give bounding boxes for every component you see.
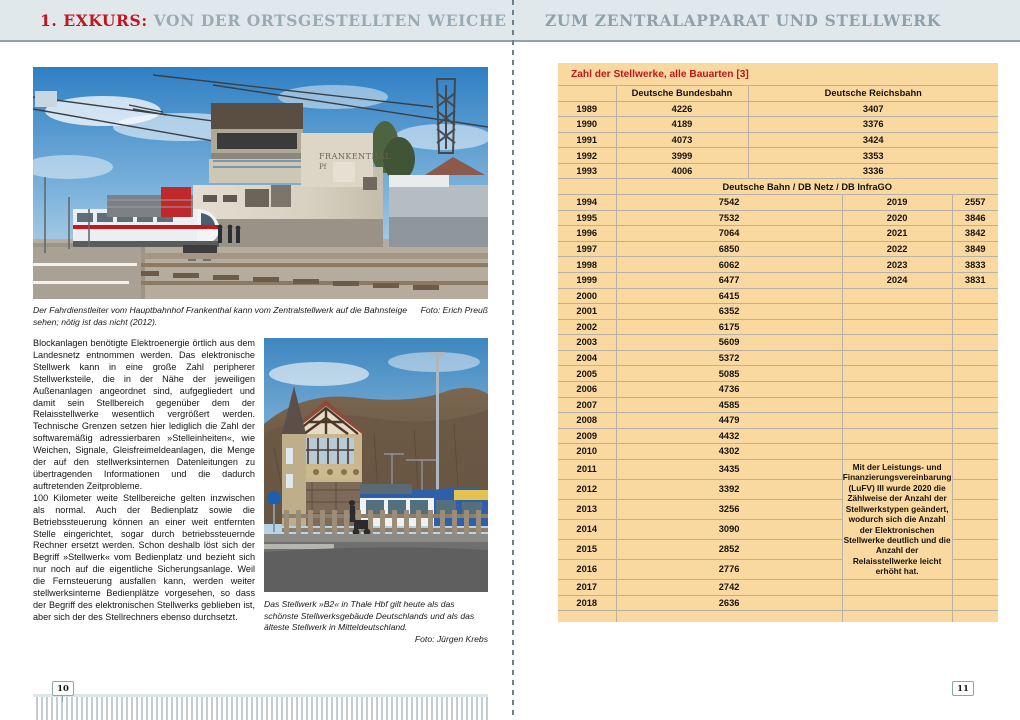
cell-value: 5085 [616, 366, 842, 382]
cell-year: 2006 [558, 381, 616, 397]
header-year-cell [558, 86, 616, 102]
cell-value: 4585 [616, 397, 842, 413]
body-paragraph-2: 100 Kilometer weite Stellbereiche gelten inzwischen als normal. Auch der Bedienplatz sowie die Betriebssteuerung können an einer weit entfernten Stelle eingerichtet, sogar durch betriebssteuernde Rechner ersetzt werden. Schon deshalb löst sich der Begriff »Stellwerk« vom Bedienplatz und bezieht sich nur noch auf die eigentliche Sicherungsanlage. Weil die Fernsteuerung ausfallen kann, werden weiter stellwerksinterne Bedienplätze vorgesehen, so dass der Begriff des elektronischen Stellwerks geblieben ist, aber sich der des Stellrechners ebenso durchsetzt. [33, 492, 255, 622]
cell-value: 3090 [616, 519, 842, 539]
cell-year: 2009 [558, 428, 616, 444]
cell-value: 3435 [616, 459, 842, 479]
cell-year: 2018 [558, 595, 616, 611]
cell-reichsbahn: 3376 [748, 117, 998, 133]
table-row [558, 459, 998, 479]
tail-cell [952, 611, 998, 622]
cell-year: 2007 [558, 397, 616, 413]
cell-value2 [952, 319, 998, 335]
page-header-band [0, 0, 1020, 42]
cell-year: 2017 [558, 579, 616, 595]
cell-year: 1998 [558, 257, 616, 273]
table-row [558, 210, 998, 226]
book-fold-dashed-line [512, 0, 514, 720]
caption-top-text: Der Fahrdienstleiter vom Hauptbahnhof Frankenthal kann vom Zentralstellwerk auf die Bahnsteige sehen; nötig ist das nicht (2012). [33, 305, 408, 327]
table-title: Zahl der Stellwerke, alle Bauarten [3] [571, 69, 749, 80]
cell-year: 2013 [558, 499, 616, 519]
table-row [558, 272, 998, 288]
cell-value: 7064 [616, 226, 842, 242]
cell-reichsbahn: 3424 [748, 132, 998, 148]
cell-year: 1992 [558, 148, 616, 164]
cell-year2 [842, 335, 952, 351]
page-number-right: 11 [952, 681, 974, 696]
cell-year: 1993 [558, 163, 616, 179]
cell-year2 [842, 397, 952, 413]
cell-year: 1999 [558, 272, 616, 288]
stellwerke-table-panel [558, 63, 998, 622]
cell-bundesbahn: 3999 [616, 148, 748, 164]
table-row [558, 195, 998, 211]
stellwerke-table [558, 85, 998, 622]
cell-year: 2003 [558, 335, 616, 351]
cell-year: 1997 [558, 241, 616, 257]
cell-reichsbahn: 3336 [748, 163, 998, 179]
table-row [558, 595, 998, 611]
cell-value2-empty [952, 539, 998, 559]
cell-year: 2016 [558, 559, 616, 579]
tail-cell [558, 611, 616, 622]
cell-value2 [952, 288, 998, 304]
body-text-column [33, 338, 255, 624]
cell-bundesbahn: 4189 [616, 117, 748, 133]
cell-year: 1996 [558, 226, 616, 242]
cell-year: 2000 [558, 288, 616, 304]
table-row [558, 257, 998, 273]
cell-year2 [842, 288, 952, 304]
body-paragraph-1: Blockanlagen benötigte Elektroenergie örtlich aus dem Landesnetz entnommen werden. Das elektronische Stellwerk kann in eine große Zahl peripherer Stellwerksteile, die in der Nähe der jeweiligen Außenanlagen angeordnet sind, aufgegliedert und damit sein Stellbereich gegenüber dem der Relaisstellwerke wesentlich vergrößert werden. Technische Grenzen setzen hier lediglich die Zahl der softwaremäßig adressierbaren »Stelleinheiten«, wie Weichen, Signale, Gleisfreimeldeanlagen, die Menge der auf den stellwerksinternen Datenleitungen zu übertragenden Informationen und die dadurch auftretenden Zeitprobleme. [33, 338, 255, 491]
cell-value2 [952, 413, 998, 429]
tail-cell [616, 611, 842, 622]
cell-year: 2010 [558, 444, 616, 460]
exkurs-number: 1. EXKURS: [40, 11, 148, 30]
cell-value2-empty [952, 519, 998, 539]
cell-value: 6175 [616, 319, 842, 335]
cell-value2 [952, 366, 998, 382]
cell-value: 6062 [616, 257, 842, 273]
cell-year2: 2019 [842, 195, 952, 211]
header-reichsbahn: Deutsche Reichsbahn [748, 86, 998, 102]
cell-value2 [952, 444, 998, 460]
cell-value: 3256 [616, 499, 842, 519]
table-section-header-row [558, 179, 998, 195]
table-row [558, 288, 998, 304]
cell-value2 [952, 381, 998, 397]
cell-year2 [842, 381, 952, 397]
cell-value: 4479 [616, 413, 842, 429]
cell-value: 6850 [616, 241, 842, 257]
table-row [558, 304, 998, 320]
table-row [558, 413, 998, 429]
cell-year: 1994 [558, 195, 616, 211]
table-row [558, 101, 998, 117]
section-blank-cell [558, 179, 616, 195]
cell-value: 6415 [616, 288, 842, 304]
cell-reichsbahn: 3407 [748, 101, 998, 117]
cell-value: 5372 [616, 350, 842, 366]
cell-bundesbahn: 4006 [616, 163, 748, 179]
cell-value2 [952, 428, 998, 444]
table-row [558, 350, 998, 366]
cell-year: 2004 [558, 350, 616, 366]
cell-value2 [952, 579, 998, 595]
cell-year2 [842, 595, 952, 611]
right-page [512, 42, 1020, 720]
section-header-db: Deutsche Bahn / DB Netz / DB InfraGO [616, 179, 998, 195]
table-header-row [558, 86, 998, 102]
cell-value: 2852 [616, 539, 842, 559]
cell-value: 2636 [616, 595, 842, 611]
table-row [558, 319, 998, 335]
table-row [558, 241, 998, 257]
cell-value2-empty [952, 479, 998, 499]
cell-value2: 3833 [952, 257, 998, 273]
cell-year2 [842, 319, 952, 335]
cell-year: 1995 [558, 210, 616, 226]
cell-year: 2001 [558, 304, 616, 320]
cell-value2: 3846 [952, 210, 998, 226]
cell-value: 4736 [616, 381, 842, 397]
table-row [558, 148, 998, 164]
cell-value: 2776 [616, 559, 842, 579]
cell-value2-empty [952, 459, 998, 479]
cell-year: 2002 [558, 319, 616, 335]
cell-year2: 2024 [842, 272, 952, 288]
table-row [558, 366, 998, 382]
tail-cell [842, 611, 952, 622]
table-row [558, 163, 998, 179]
cell-value2 [952, 595, 998, 611]
caption-bottom-photo [264, 599, 488, 645]
photo-credit-bottom: Foto: Jürgen Krebs [414, 633, 488, 644]
cell-value2 [952, 350, 998, 366]
cell-value: 4432 [616, 428, 842, 444]
cell-year: 1991 [558, 132, 616, 148]
table-row [558, 428, 998, 444]
header-right-title: ZUM ZENTRALAPPARAT UND STELLWERK [545, 11, 941, 30]
photo-frankenthal-zentralstellwerk [33, 67, 488, 299]
table-row [558, 132, 998, 148]
photo-credit-top: Foto: Erich Preuß [420, 305, 488, 315]
svg-text:Pf: Pf [319, 163, 327, 171]
photo-stellwerk-b2-thale [264, 338, 488, 592]
cell-year: 2015 [558, 539, 616, 559]
cell-value2: 3842 [952, 226, 998, 242]
cell-year2: 2022 [842, 241, 952, 257]
cell-year2 [842, 579, 952, 595]
cell-year2 [842, 304, 952, 320]
cell-year2: 2021 [842, 226, 952, 242]
header-left-title [40, 11, 507, 30]
svg-text:FRANKENTHAL: FRANKENTHAL [319, 152, 392, 161]
cell-value: 7542 [616, 195, 842, 211]
cell-value: 6352 [616, 304, 842, 320]
cell-year2: 2023 [842, 257, 952, 273]
table-row [558, 335, 998, 351]
cell-bundesbahn: 4226 [616, 101, 748, 117]
caption-top-photo [33, 305, 488, 328]
cell-value: 2742 [616, 579, 842, 595]
cell-value: 7532 [616, 210, 842, 226]
cell-value2 [952, 304, 998, 320]
cell-year2 [842, 350, 952, 366]
cell-bundesbahn: 4073 [616, 132, 748, 148]
table-row [558, 444, 998, 460]
cell-year: 2012 [558, 479, 616, 499]
cell-year2: 2020 [842, 210, 952, 226]
table-row [558, 397, 998, 413]
cell-year2 [842, 428, 952, 444]
cell-year: 2008 [558, 413, 616, 429]
page-number-left: 10 [52, 681, 74, 696]
cell-year2 [842, 366, 952, 382]
cell-value2: 3831 [952, 272, 998, 288]
table-row [558, 381, 998, 397]
cell-value: 6477 [616, 272, 842, 288]
cell-value2-empty [952, 559, 998, 579]
cell-value2: 3849 [952, 241, 998, 257]
page-footer-fence-left [33, 694, 488, 720]
cell-value2 [952, 335, 998, 351]
cell-value: 4302 [616, 444, 842, 460]
cell-year: 1990 [558, 117, 616, 133]
cell-value: 5609 [616, 335, 842, 351]
left-page [0, 42, 512, 720]
table-row [558, 117, 998, 133]
table-tail-row [558, 611, 998, 622]
cell-year2 [842, 413, 952, 429]
cell-year: 2011 [558, 459, 616, 479]
cell-year2 [842, 444, 952, 460]
cell-year: 2014 [558, 519, 616, 539]
note-box: Mit der Leistungs- und Finanzierungsvereinbarung (LuFV) III wurde 2020 die Zählweise der Anzahl der Stellwerkstypen geändert, wodurch sich die Anzahl der Elektronischen Stellwerke deutlich und die Anzahl der Relaisstellwerke leicht erhöht hat. [842, 459, 952, 579]
header-bundesbahn: Deutsche Bundesbahn [616, 86, 748, 102]
cell-value: 3392 [616, 479, 842, 499]
exkurs-title: VON DER ORTSGESTELLTEN WEICHE [153, 11, 507, 30]
cell-year: 1989 [558, 101, 616, 117]
cell-reichsbahn: 3353 [748, 148, 998, 164]
caption-bottom-text: Das Stellwerk »B2« in Thale Hbf gilt heute als das schönste Stellwerksgebäude Deutschlands und als das älteste Stellwerk in Mitteldeutschland. [264, 599, 475, 632]
cell-value2-empty [952, 499, 998, 519]
cell-value2: 2557 [952, 195, 998, 211]
cell-year: 2005 [558, 366, 616, 382]
table-row [558, 579, 998, 595]
table-row [558, 226, 998, 242]
cell-value2 [952, 397, 998, 413]
